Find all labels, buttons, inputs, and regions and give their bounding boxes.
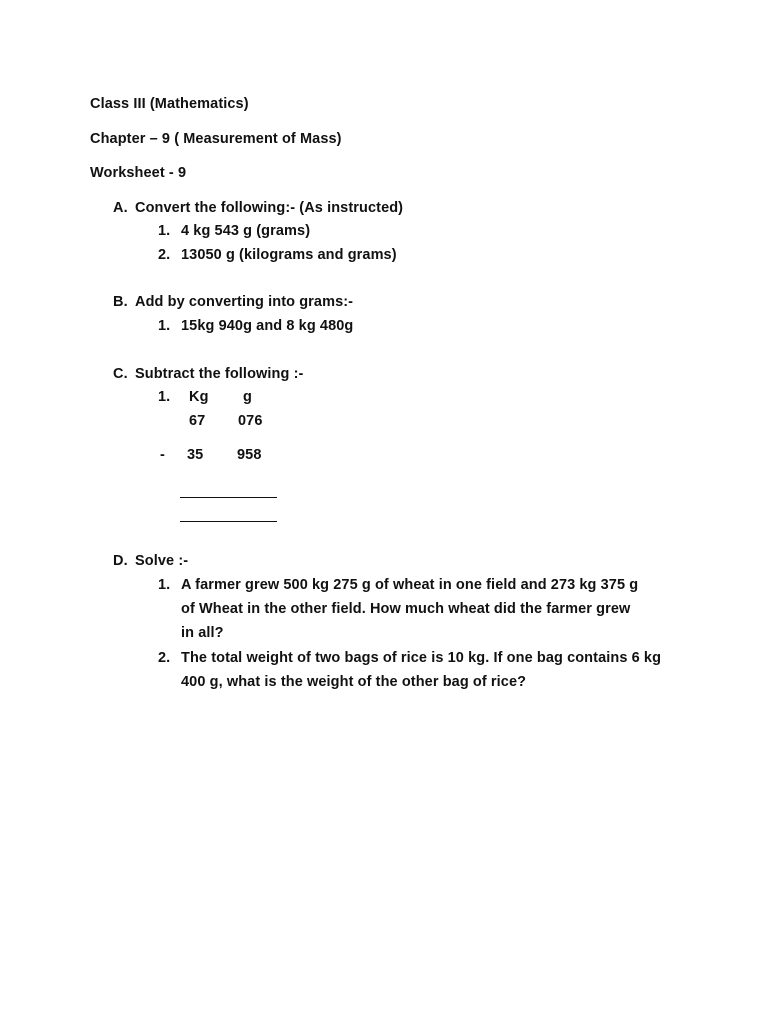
section-a-item-1-number: 1. — [158, 223, 171, 239]
section-d-item-1-line-3: in all? — [181, 625, 224, 641]
answer-rule-bottom — [180, 521, 277, 522]
section-d-item-2-line-1: The total weight of two bags of rice is 10 kg. If one bag contains 6 kg — [181, 650, 662, 666]
section-d-item-2-line-2: 400 g, what is the weight of the other bag of rice? — [181, 674, 527, 690]
subtrahend-g-value: 958 — [237, 447, 262, 463]
section-a-heading: Convert the following:- (As instructed) — [135, 200, 404, 216]
chapter-title: Chapter – 9 ( Measurement of Mass) — [90, 131, 342, 147]
column-header-g: g — [243, 389, 252, 405]
section-c-marker: C. — [113, 366, 128, 382]
section-d-item-1-line-1: A farmer grew 500 kg 275 g of wheat in one field and 273 kg 375 g — [181, 577, 639, 593]
column-header-kg: Kg — [189, 389, 209, 405]
section-b-marker: B. — [113, 294, 128, 310]
section-b-heading: Add by converting into grams:- — [135, 294, 354, 310]
minuend-g-value: 076 — [238, 413, 263, 429]
section-a-item-1-text: 4 kg 543 g (grams) — [181, 223, 311, 239]
section-d-heading: Solve :- — [135, 553, 189, 569]
section-d-item-1-number: 1. — [158, 577, 171, 593]
section-c-heading: Subtract the following :- — [135, 366, 304, 382]
minuend-kg-value: 67 — [189, 413, 206, 429]
subtrahend-kg-value: 35 — [187, 447, 204, 463]
minus-sign: - — [160, 447, 165, 463]
section-b-item-1-number: 1. — [158, 318, 171, 334]
section-b-item-1-text: 15kg 940g and 8 kg 480g — [181, 318, 354, 334]
section-c-item-1-number: 1. — [158, 389, 171, 405]
answer-rule-top — [180, 497, 277, 498]
section-d-item-2-number: 2. — [158, 650, 171, 666]
section-a-item-2-number: 2. — [158, 247, 171, 263]
section-d-item-1-line-2: of Wheat in the other field. How much wheat did the farmer grew — [181, 601, 631, 617]
section-a-item-2-text: 13050 g (kilograms and grams) — [181, 247, 397, 263]
section-a-marker: A. — [113, 200, 128, 216]
worksheet-title: Worksheet - 9 — [90, 165, 187, 181]
section-d-marker: D. — [113, 553, 128, 569]
class-title: Class III (Mathematics) — [90, 96, 249, 112]
